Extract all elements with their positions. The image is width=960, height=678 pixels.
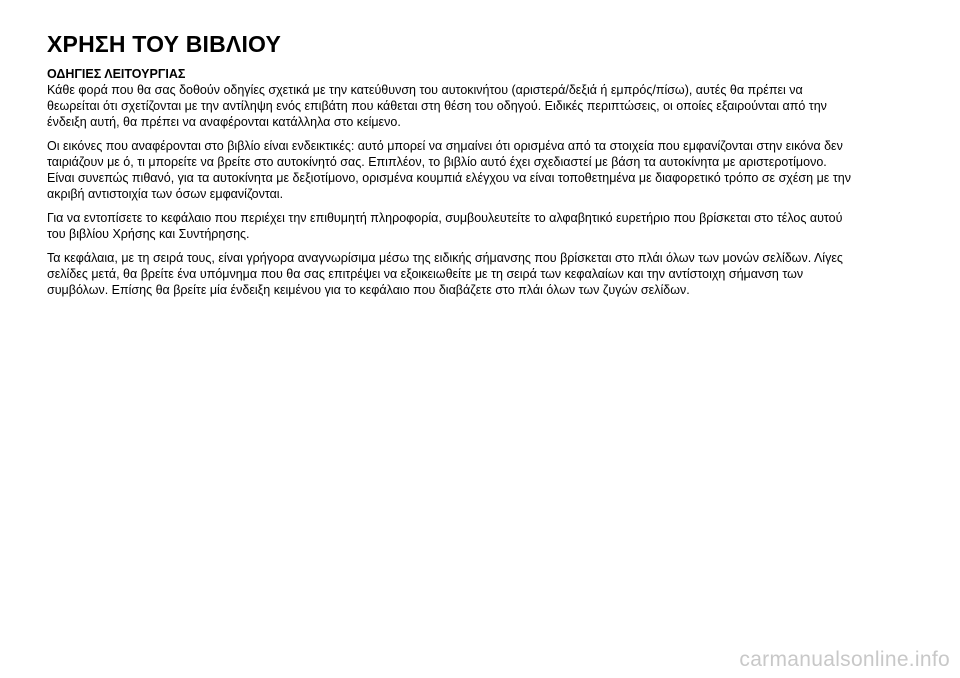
paragraph-illustrations: Οι εικόνες που αναφέρονται στο βιβλίο είναι ενδεικτικές: αυτό μπορεί να σημαίνει ότι ορισμένα από τα στοιχεία που εμφανίζονται στην εικόνα δεν ταιριάζουν με ό, τι μπορείτε να βρείτε στο αυτοκίνητό σας. Επιπλέον, το βιβλίο αυτό έχει σχεδιαστεί με βάση τα αυτοκίνητα με αριστεροτίμονο. Είναι συνεπώς πιθανό, για τα αυτοκίνητα με δεξιοτίμονο, ορισμένα κουμπιά ελέγχου να είναι τοποθετημένα με διαφορετικό τρόπο σε σχέση με την ακριβή αντιστοιχία των όσων εμφανίζονται. — [47, 139, 851, 201]
paragraph-chapters: Τα κεφάλαια, με τη σειρά τους, είναι γρήγορα αναγνωρίσιμα μέσω της ειδικής σήμανσης που βρίσκεται στο πλάι όλων των μονών σελίδων. Λίγες σελίδες μετά, θα βρείτε ένα υπόμνημα που θα σας επιτρέψει να εξοικειωθείτε με τη σειρά των κεφαλαίων και την αντίστοιχη σήμανση των συμβόλων. Επίσης θα βρείτε μία ένδειξη κειμένου για το κεφάλαιο που διαβάζετε στο πλάι όλων των ζυγών σελίδων. — [47, 251, 843, 297]
page-title: ΧΡΗΣΗ ΤΟΥ ΒΙΒΛΙΟΥ — [47, 31, 282, 57]
paragraph-index: Για να εντοπίσετε το κεφάλαιο που περιέχει την επιθυμητή πληροφορία, συμβουλευτείτε το αλφαβητικό ευρετήριο που βρίσκεται στο τέλος αυτού του βιβλίου Χρήσης και Συντήρησης. — [47, 211, 843, 241]
paragraph-directions: Κάθε φορά που θα σας δοθούν οδηγίες σχετικά με την κατεύθυνση του αυτοκινήτου (αριστερά/δεξιά ή εμπρός/πίσω), αυτές θα πρέπει να θεωρείται ότι σχετίζονται με την αντίληψη ενός επιβάτη που κάθεται στη θέση του οδηγού. Ειδικές περιπτώσεις, οι οποίες εξαιρούνται από την ένδειξη αυτή, θα πρέπει να αναφέρονται κατάλληλα στο κείμενο. — [47, 83, 827, 129]
section-heading: ΟΔΗΓΙΕΣ ΛΕΙΤΟΥΡΓΙΑΣ — [47, 67, 186, 81]
watermark-text: carmanualsonline.info — [739, 648, 950, 671]
document-page — [47, 30, 857, 306]
